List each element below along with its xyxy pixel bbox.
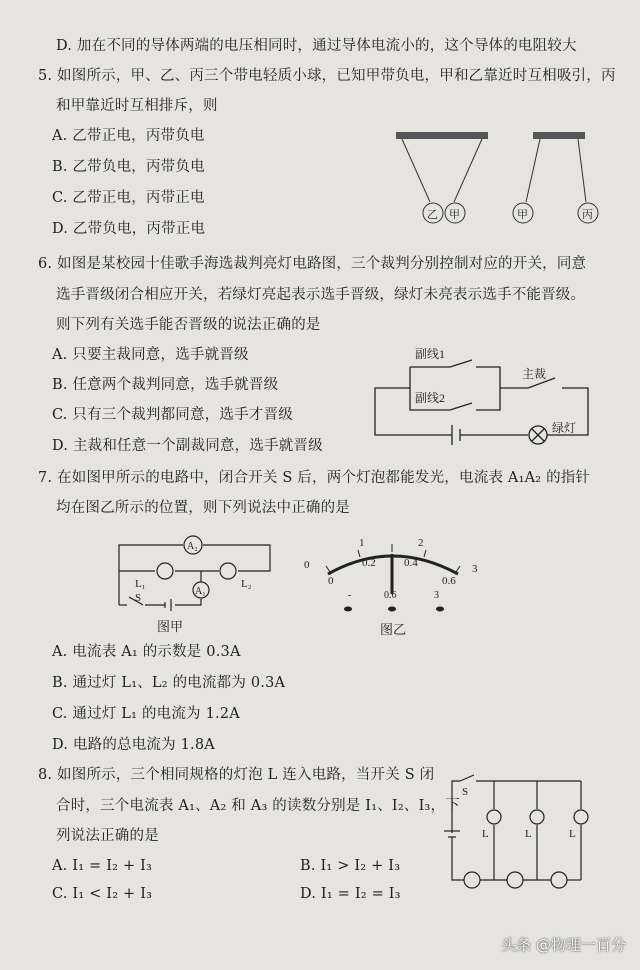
svg-text:L: L (525, 828, 532, 840)
svg-text:S: S (135, 592, 142, 604)
q8-option-b: B. I₁ > I₂ + I₃ (300, 858, 401, 874)
q8-option-a: A. I₁ = I₂ + I₃ (52, 858, 153, 874)
svg-text:0.6: 0.6 (442, 575, 456, 587)
q6-option-a: A. 只要主裁同意，选手就晋级 (52, 347, 249, 363)
q8-circuit (448, 775, 598, 885)
q5-stem-2: 和甲靠近时互相排斥，则 (56, 98, 218, 114)
svg-text:0.6: 0.6 (384, 590, 397, 601)
q8-stem-2: 合时，三个电流表 A₁、A₂ 和 A₃ 的读数分别是 I₁、I₂、I₃，下 (56, 798, 460, 814)
q6-circuit (370, 340, 600, 450)
svg-text:乙: 乙 (427, 209, 438, 221)
svg-text:丙: 丙 (582, 209, 593, 221)
svg-text:副线2: 副线2 (415, 391, 446, 405)
watermark: 头条 @物理一百分 (501, 936, 626, 954)
q5-option-c: C. 乙带正电，丙带正电 (52, 190, 205, 206)
q6-option-c: C. 只有三个裁判都同意，选手才晋级 (52, 407, 293, 423)
q8-stem-1: 8. 如图所示，三个相同规格的灯泡 L 连入电路，当开关 S 闭 (38, 767, 435, 783)
q7-figure-a (115, 535, 275, 635)
svg-text:1: 1 (359, 537, 365, 549)
svg-text:0: 0 (328, 575, 334, 587)
svg-text:3: 3 (434, 590, 439, 601)
svg-text:0.4: 0.4 (404, 557, 418, 569)
svg-text:0.2: 0.2 (362, 557, 376, 569)
q6-stem-2: 选手晋级闭合相应开关，若绿灯亮起表示选手晋级，绿灯未亮表示选手不能晋级。 (56, 287, 586, 303)
q7-figure-b (300, 532, 490, 638)
svg-text:0: 0 (304, 559, 310, 571)
q7-option-c: C. 通过灯 L₁ 的电流为 1.2A (52, 706, 240, 722)
svg-text:-: - (348, 590, 352, 601)
q7-stem-1: 7. 在如图甲所示的电路中，闭合开关 S 后，两个灯泡都能发光，电流表 A₁A₂ 的指针 (38, 470, 591, 486)
q8-option-d: D. I₁ = I₂ = I₃ (300, 886, 401, 902)
svg-text:L₂: L₂ (241, 578, 252, 590)
q5-option-a: A. 乙带正电，丙带负电 (52, 128, 205, 144)
q5-figure (390, 128, 610, 228)
svg-text:3: 3 (472, 563, 478, 575)
q7-option-d: D. 电路的总电流为 1.8A (52, 737, 215, 753)
q8-option-c: C. I₁ < I₂ + I₃ (52, 886, 153, 902)
q5-option-b: B. 乙带负电，丙带负电 (52, 159, 205, 175)
svg-text:副线1: 副线1 (415, 347, 446, 361)
svg-text:A₁: A₁ (195, 586, 206, 597)
q8-stem-3: 列说法正确的是 (56, 828, 159, 844)
svg-text:甲: 甲 (449, 209, 460, 221)
q7-stem-2: 均在图乙所示的位置，则下列说法中正确的是 (56, 500, 350, 516)
svg-text:L₁: L₁ (135, 578, 146, 590)
svg-text:L: L (569, 828, 576, 840)
q5-option-d: D. 乙带负电，丙带正电 (52, 221, 206, 237)
q6-stem-3: 则下列有关选手能否晋级的说法正确的是 (56, 317, 321, 333)
svg-text:S: S (462, 786, 469, 798)
q6-option-b: B. 任意两个裁判同意，选手就晋级 (52, 377, 279, 393)
svg-text:绿灯: 绿灯 (552, 421, 577, 435)
q7-option-b: B. 通过灯 L₁、L₂ 的电流都为 0.3A (52, 675, 286, 691)
svg-text:主裁: 主裁 (522, 367, 547, 381)
q7-option-a: A. 电流表 A₁ 的示数是 0.3A (52, 644, 241, 660)
svg-text:A₂: A₂ (187, 541, 198, 552)
svg-text:甲: 甲 (517, 209, 528, 221)
q6-option-d: D. 主裁和任意一个副裁同意，选手就晋级 (52, 438, 323, 454)
q6-stem-1: 6. 如图是某校园十佳歌手海选裁判亮灯电路图，三个裁判分别控制对应的开关，同意 (38, 256, 587, 272)
q5-stem-1: 5. 如图所示，甲、乙、丙三个带电轻质小球，已知甲带负电，甲和乙靠近时互相吸引，丙 (38, 68, 616, 84)
q4-option-d: D. 加在不同的导体两端的电压相同时，通过导体电流小的，这个导体的电阻较大 (56, 38, 577, 54)
svg-text:图乙: 图乙 (380, 622, 407, 637)
svg-text:L: L (482, 828, 489, 840)
svg-text:图甲: 图甲 (157, 619, 184, 634)
svg-text:2: 2 (418, 537, 424, 549)
